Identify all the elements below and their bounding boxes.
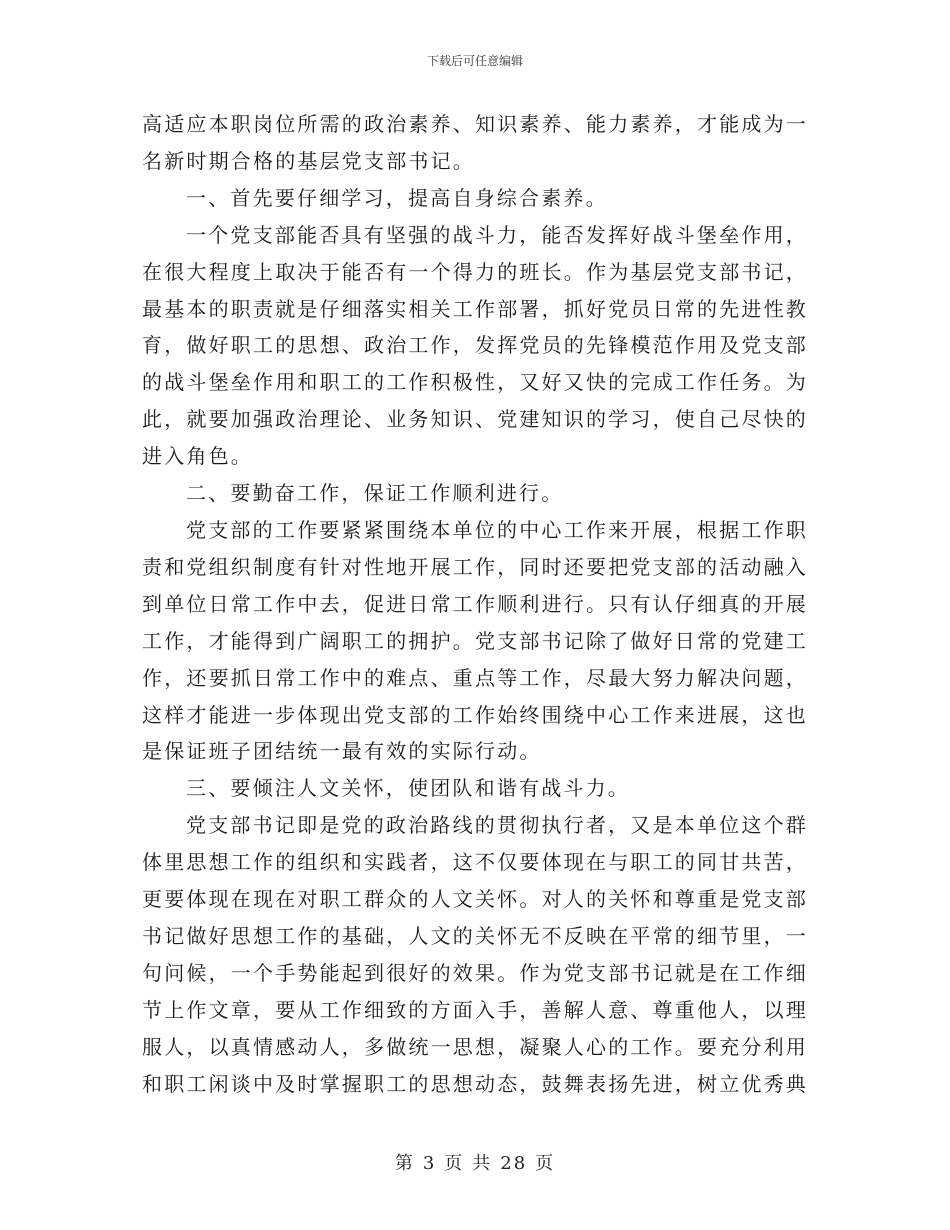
paragraph: 党支部的工作要紧紧围绕本单位的中心工作来开展，根据工作职责和党组织制度有针对性地开展工作，同时还要把党支部的活动融入到单位日常工作中去，促进日常工作顺利进行。只有认仔细真的开展工作，才能得到广阔职工的拥护。党支部书记除了做好日常的党建工作，还要抓日常工作中的难点、重点等工作，尽最大努力解决问题，这样才能进一步体现出党支部的工作始终围绕中心工作来进展，这也是保证班子团结统一最有效的实际行动。 — [142, 517, 808, 764]
section-heading-1: 一、首先要仔细学习，提高自身综合素养。 — [186, 185, 608, 210]
footer-page-word: 页 — [444, 1153, 465, 1174]
current-page-number: 3 — [422, 1153, 437, 1174]
footer-total-word: 共 — [472, 1153, 493, 1174]
paragraph: 一个党支部能否具有坚强的战斗力，能否发挥好战斗堡垒作用，在很大程度上取决于能否有一个得力的班长。作为基层党支部书记，最基本的职责就是仔细落实相关工作部署，抓好党员日常的先进性教育，做好职工的思想、政治工作，发挥党员的先锋模范作用及党支部的战斗堡垒作用和职工的工作积极性，又好又快的完成工作任务。为此，就要加强政治理论、业务知识、党建知识的学习，使自己尽快的进入角色。 — [142, 222, 808, 469]
section-heading-2: 二、要勤奋工作，保证工作顺利进行。 — [186, 481, 564, 506]
header-note: 下载后可任意编辑 — [426, 54, 523, 68]
total-pages-number: 28 — [500, 1153, 528, 1174]
footer-suffix: 页 — [535, 1153, 556, 1174]
footer-prefix: 第 — [394, 1153, 415, 1174]
section-heading-3: 三、要倾注人文关怀，使团队和谐有战斗力。 — [186, 776, 630, 801]
page-footer — [0, 1153, 950, 1175]
paragraph: 党支部书记即是党的政治路线的贯彻执行者，又是本单位这个群体里思想工作的组织和实践者，这不仅要体现在与职工的同甘共苦，更要体现在现在对职工群众的人文关怀。对人的关怀和尊重是党支部书记做好思想工作的基础，人文的关怀无不反映在平常的细节里，一句问候，一个手势能起到很好的效果。作为党支部书记就是在工作细节上作文章，要从工作细致的方面入手，善解人意、尊重他人，以理服人，以真情感动人，多做统一思想，凝聚人心的工作。要充分利用和职工闲谈中及时掌握职工的思想动态，鼓舞表扬先进，树立优秀典 — [142, 813, 808, 1096]
paragraph-continuation: 高适应本职岗位所需的政治素养、知识素养、能力素养，才能成为一名新时期合格的基层党支部书记。 — [142, 112, 808, 173]
document-body — [142, 106, 808, 1102]
